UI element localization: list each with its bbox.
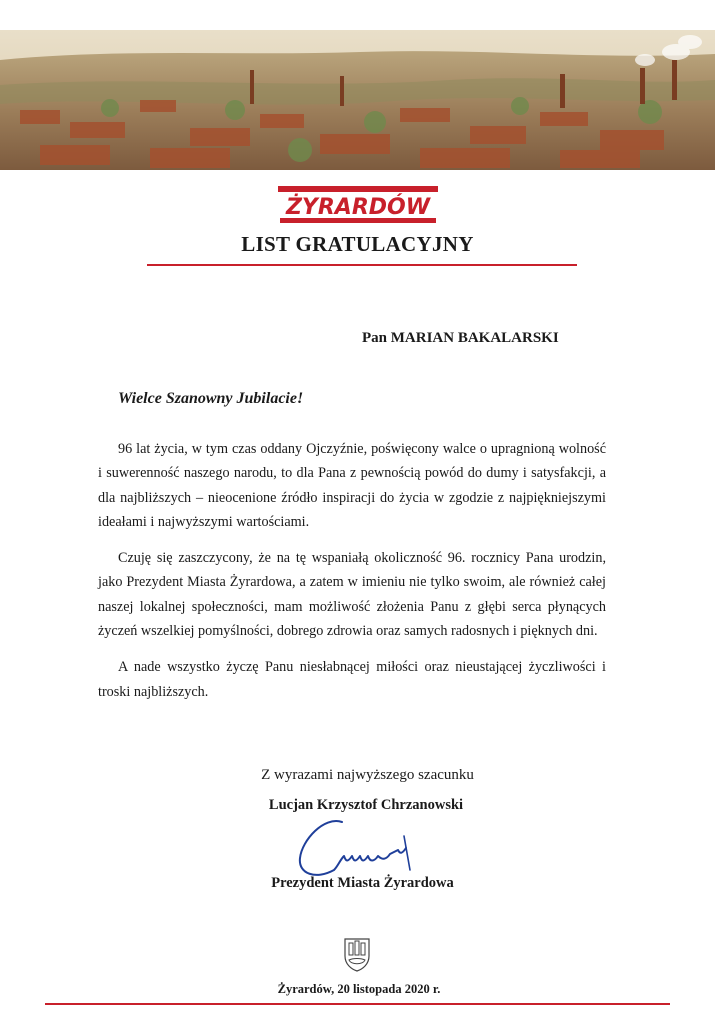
- city-crest-icon: [343, 936, 371, 972]
- place-and-date: Żyrardów, 20 listopada 2020 r.: [277, 982, 441, 996]
- signer-title: Prezydent Miasta Żyrardowa: [271, 875, 454, 891]
- footer-divider: [45, 1003, 670, 1005]
- recipient-name: Pan MARIAN BAKALARSKI: [362, 330, 559, 346]
- title-divider: [147, 264, 577, 266]
- paragraph-2: Czuję się zaszczycony, że na tę wspaniałą okoliczność 96. rocznicy Pana urodzin, jako Prezydent Miasta Żyrardowa, a zatem w imieniu nie tylko swoim, ale również całej naszej lokalnej społeczności, mam możliwość złożenia Panu z głębi serca płynących życzeń wszelkiej pomyślności, dobrego zdrowia oraz samych radosnych i pięknych dni.: [98, 550, 606, 640]
- crest-drawing: [343, 936, 371, 972]
- panorama-drawing: [0, 30, 715, 170]
- city-logo: [268, 178, 448, 226]
- logo-wordmark: ŻYRARDÓW: [285, 195, 431, 220]
- signer-name: Lucjan Krzysztof Chrzanowski: [268, 797, 464, 813]
- header-panorama-illustration: [0, 30, 715, 170]
- closing-regards: Z wyrazami najwyższego szacunku: [261, 767, 474, 783]
- zyrardow-logo-icon: [268, 178, 448, 226]
- paragraph-1: 96 lat życia, w tym czas oddany Ojczyźnie, poświęcony walce o upragnioną wolność i suwerenność naszego narodu, to dla Pana z pewnością powód do dumy i satysfakcji, a dla najbliższych – nieocenione źródło inspiracji do życia w zgodzie z najpiękniejszymi ideałami i najwyższymi wartościami.: [98, 441, 606, 530]
- handwritten-signature: [294, 810, 429, 885]
- salutation: Wielce Szanowny Jubilacie!: [118, 390, 304, 407]
- letter-body: [98, 437, 606, 716]
- signature-drawing: [294, 810, 429, 885]
- paragraph-3: A nade wszystko życzę Panu niesłabnącej miłości oraz nieustającej życzliwości i troski najbliższych.: [98, 659, 606, 700]
- letter-title: LIST GRATULACYJNY: [241, 232, 474, 256]
